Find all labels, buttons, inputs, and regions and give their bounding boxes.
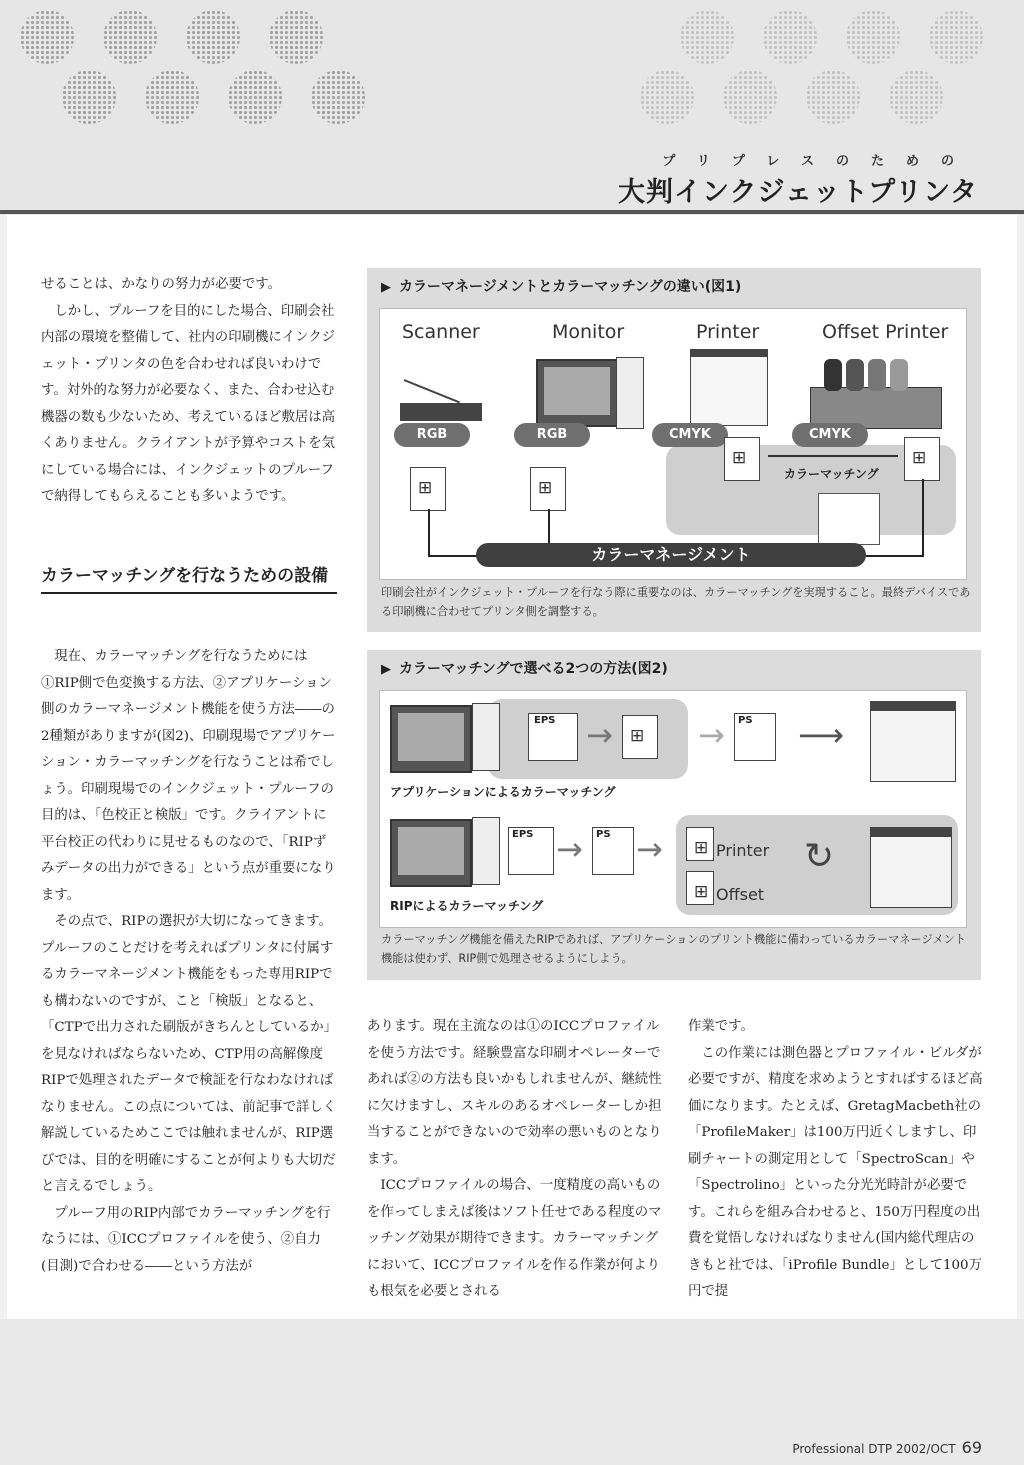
color-space-badge: RGB — [394, 423, 470, 447]
ink-tower-icon — [868, 359, 886, 391]
device-label-offset-printer: Offset Printer — [822, 321, 949, 343]
arrow-icon: → — [586, 716, 613, 754]
halftone-dot-decoration — [889, 70, 943, 124]
halftone-dot-decoration — [640, 70, 694, 124]
arrow-icon: → — [636, 830, 663, 868]
figure-2-title: ▶ カラーマッチングで選べる2つの方法(図2) — [381, 658, 668, 678]
profile-document-icon — [724, 437, 760, 481]
halftone-dot-decoration — [680, 10, 734, 64]
monitor-icon — [390, 819, 472, 887]
arrow-icon: → — [698, 716, 725, 754]
left-column-top — [41, 272, 337, 511]
profile-document-icon — [530, 467, 566, 511]
paragraph: あります。現在主流なのは①のICCプロファイルを使う方法です。経験豊富な印刷オペレーターであれば②の方法も良いかもしれませんが、継続性に欠けますし、スキルのあるオペレーターしか担当することができないので効率の悪いものとなります。 — [367, 1019, 662, 1167]
connector-line — [428, 509, 430, 555]
color-space-badge: CMYK — [652, 423, 728, 447]
halftone-dot-decoration — [186, 10, 240, 64]
paragraph: 現在、カラーマッチングを行なうためには①RIP側で色変換する方法、②アプリケーション側のカラーマネージメント機能を使う方法――の2種類がありますが(図2)、印刷現場でアプリケーション・カラーマッチングを行なうことは希でしょう。印刷現場でのインクジェット・プルーフの目的は、「色校正と検版」です。クライアントに平台校正の代わりに見せるものなので、「RIPずみデータの出力ができる」という点が重要になります。 — [41, 649, 336, 903]
figure-2-caption: カラーマッチング機能を備えたRIPであれば、アプリケーションのプリント機能に備わっているカラーマネージメント機能は使わず、RIP側で処理させるようにしよう。 — [381, 933, 966, 965]
profile-label-printer: Printer — [716, 841, 770, 860]
paragraph: ICCプロファイルの場合、一度精度の高いものを作ってしまえば後はソフト任せである程度のマッチング効果が期待できます。カラーマッチングにおいて、ICCプロファイルを作る作業が何よりも根気を必要とされる — [367, 1178, 662, 1299]
color-space-badge: RGB — [514, 423, 590, 447]
halftone-dot-decoration — [763, 10, 817, 64]
printer-icon — [690, 349, 768, 426]
paragraph: 作業です。 — [688, 1019, 754, 1034]
right-column — [688, 1014, 984, 1306]
paragraph: せることは、かなりの努力が必要です。 — [41, 277, 281, 292]
scanner-lid-icon — [404, 379, 460, 403]
management-bar: カラーマネージメント — [476, 543, 866, 567]
halftone-dot-decoration — [62, 70, 116, 124]
matching-label: カラーマッチング — [784, 467, 879, 481]
connector-line — [922, 479, 924, 555]
halftone-dot-decoration — [723, 70, 777, 124]
profile-document-icon — [410, 467, 446, 511]
monitor-icon — [536, 359, 618, 427]
page-number: 69 — [961, 1438, 982, 1457]
device-label-printer: Printer — [696, 321, 760, 343]
cycle-icon: ↻ — [804, 836, 835, 877]
figure-1-diagram — [379, 308, 967, 580]
profile-document-icon — [686, 827, 714, 861]
halftone-dot-decoration — [311, 70, 365, 124]
paragraph: その点で、RIPの選択が大切になってきます。プルーフのことだけを考えればプリンタに付属するカラーマネージメント機能をもった専用RIPでも構わないのですが、こと「検版」となると、「CTPで出力された刷版がきちんとしているか」を見なければならないため、CTP用の高解像度RIPで処理されたデータで検証を行なわなければなりません。この点については、前記事で詳しく解説しているためここでは触れませんが、RIP選びでは、目的を明確にすることが何よりも大切だと言えるでしょう。 — [41, 914, 337, 1194]
connector-line — [866, 555, 924, 557]
figure-1-caption: 印刷会社がインクジェット・プルーフを行なう際に重要なのは、カラーマッチングを実現すること。最終デバイスである印刷機に合わせてプリンタ側を調整する。 — [381, 586, 971, 618]
computer-tower-icon — [472, 817, 500, 885]
profile-document-icon — [904, 437, 940, 481]
figure-1-title: ▶ カラーマネージメントとカラーマッチングの違い(図1) — [381, 276, 741, 296]
profile-document-icon — [622, 715, 658, 759]
device-label-monitor: Monitor — [552, 321, 625, 343]
scanner-icon — [400, 403, 482, 421]
eps-tag: EPS — [534, 715, 556, 726]
paragraph: プルーフ用のRIP内部でカラーマッチングを行なうには、①ICCプロファイルを使う、②自力(目測)で合わせる――という方法が — [41, 1205, 331, 1274]
folio — [792, 1438, 982, 1457]
left-column-bottom — [41, 644, 337, 1280]
header-band — [0, 0, 1024, 215]
monitor-icon — [390, 705, 472, 773]
ink-tower-icon — [890, 359, 908, 391]
app-matching-label: アプリケーションによるカラーマッチング — [390, 785, 616, 799]
matching-arrow — [768, 455, 898, 457]
halftone-dot-decoration — [806, 70, 860, 124]
figure-1 — [367, 268, 981, 632]
color-space-badge: CMYK — [792, 423, 868, 447]
halftone-dot-decoration — [145, 70, 199, 124]
device-label-scanner: Scanner — [402, 321, 480, 343]
halftone-dot-decoration — [103, 10, 157, 64]
halftone-dot-decoration — [846, 10, 900, 64]
series-title: 大判インクジェットプリンタ — [618, 177, 978, 208]
middle-column — [367, 1014, 663, 1306]
figure-2-diagram — [379, 690, 967, 928]
printer-icon — [870, 827, 952, 908]
ps-tag: PS — [738, 715, 753, 726]
computer-tower-icon — [616, 357, 644, 429]
profile-document-icon — [686, 871, 714, 905]
color-chart-icon — [818, 493, 880, 545]
rip-matching-label: RIPによるカラーマッチング — [390, 899, 544, 913]
paragraph: しかし、プルーフを目的にした場合、印刷会社内部の環境を整備して、社内の印刷機にインクジェット・プリンタの色を合わせれば良いわけです。対外的な努力が必要なく、また、合わせ込む機器の数も少ないため、考えているほど敷居は高くありません。クライアントが予算やコストを気にしている場合には、インクジェットのプルーフで納得してもらえることも多いようです。 — [41, 303, 336, 504]
header-rule — [0, 210, 1024, 214]
arrow-icon: → — [556, 830, 583, 868]
section-heading: カラーマッチングを行なうための設備 — [41, 562, 337, 594]
printer-icon — [870, 701, 956, 782]
ink-tower-icon — [824, 359, 842, 391]
computer-tower-icon — [472, 703, 500, 771]
halftone-dot-decoration — [228, 70, 282, 124]
ps-tag: PS — [596, 829, 611, 840]
arrow-icon: ⟶ — [798, 716, 844, 754]
profile-label-offset: Offset — [716, 885, 765, 904]
halftone-dot-decoration — [269, 10, 323, 64]
paragraph: この作業には測色器とプロファイル・ビルダが必要ですが、精度を求めようとすればするほど高価になります。たとえば、GretagMacbeth社の「ProfileMaker」は100万円近くしますし、印刷チャートの測定用として「SpectroScan」や「Spectrolino」といった分光光時計が必要です。これらを組み合わせると、150万円程度の出費を覚悟しなければなりません(国内総代理店のきもと社では、「iProfile Bundle」として100万円で提 — [688, 1045, 983, 1299]
ink-tower-icon — [846, 359, 864, 391]
halftone-dot-decoration — [20, 10, 74, 64]
series-kicker: プリプレスのための — [662, 154, 976, 169]
halftone-dot-decoration — [929, 10, 983, 64]
eps-tag: EPS — [512, 829, 534, 840]
magazine-name: Professional DTP 2002/OCT — [792, 1442, 956, 1456]
figure-2 — [367, 650, 981, 980]
